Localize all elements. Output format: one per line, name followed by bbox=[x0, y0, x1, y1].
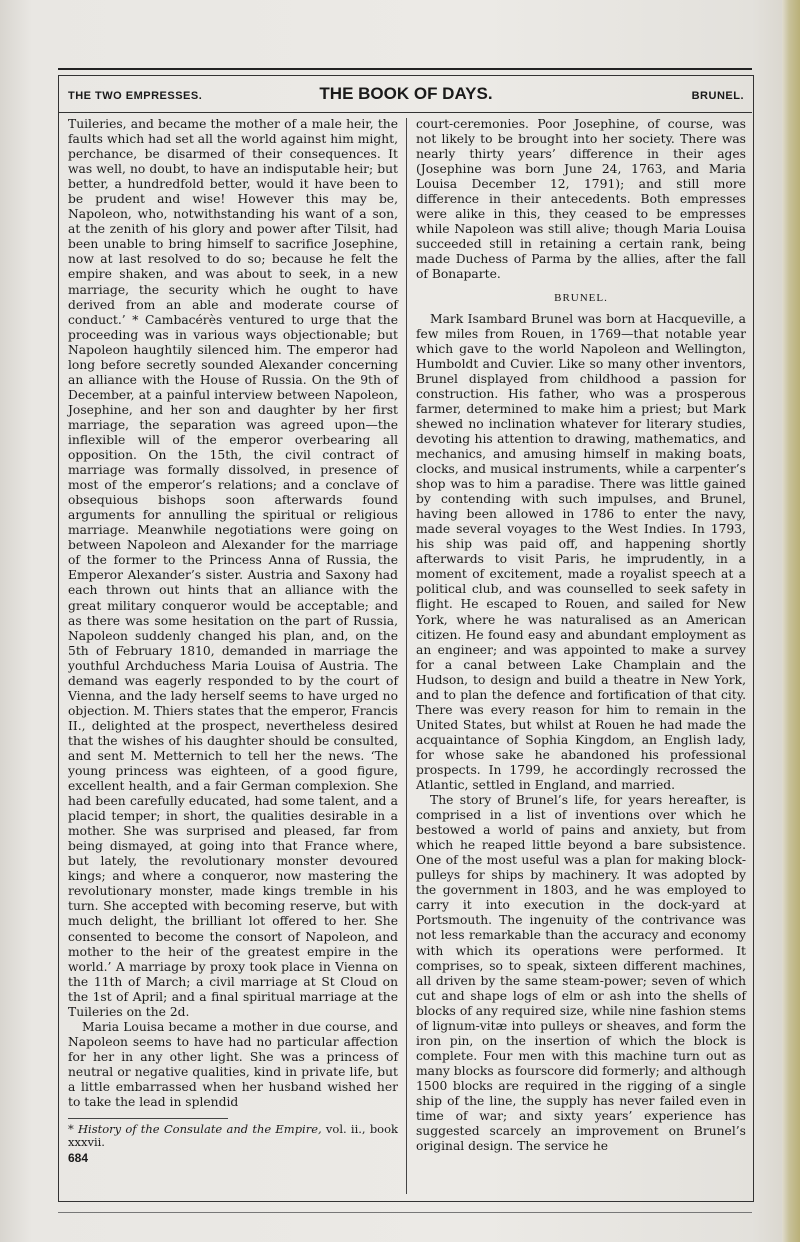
paragraph: Tuileries, and became the mother of a male heir, the faults which had set all the world against him might, perchance, be disarmed of their consequences. It was well, no doubt, to have an indisputable heir; but better, a hundredfold better, would it have been to be prudent and wise! However this may be, Napoleon, who, notwithstanding his want of a son, at the zenith of his glory and power after Tilsit, had been unable to bring himself to sacrifice Josephine, now at last resolved to do so; because he felt the empire shaken, and was about to seek, in a new marriage, the security which he ought to have derived from an able and moderate course of conduct.’ * Cambacérès ventured to urge that the proceeding was in various ways objectionable; but Napoleon haughtily silenced him. The emperor had long before secretly sounded Alexander concerning an alliance with the House of Russia. On the 9th of December, at a painful interview between Napoleon, Josephine, and her son and daughter by her first marriage, the separation was agreed upon—the inflexible will of the emperor overbearing all opposition. On the 15th, the civil contract of marriage was formally dissolved, in presence of most of the emperor’s relations; and a conclave of obsequious bishops soon afterwards found arguments for annulling the spiritual or religious marriage. Meanwhile negotiations were going on between Napoleon and Alexander for the marriage of the former to the Princess Anna of Russia, the Emperor Alexander’s sister. Austria and Saxony had each thrown out hints that an alliance with the great military conqueror would be acceptable; and as there was some hesitation on the part of Russia, Napoleon suddenly changed his plan, and, on the 5th of February 1810, demanded in marriage the youthful Archduchess Maria Louisa of Austria. The demand was eagerly responded to by the court of Vienna, and the lady herself seems to have urged no objection. M. Thiers states that the emperor, Francis II., delighted at the prospect, nevertheless desired that the wishes of his daughter should be consulted, and sent M. Metternich to tell her the news. ‘The young princess was eighteen, of a good figure, excellent health, and a fair German complexion. She had been carefully educated, had some talent, and a placid temper; in short, the qualities desirable in a mother. She was surprised and pleased, far from being dismayed, at going into that France where, but lately, the revolutionary monster devoured kings; and where a conqueror, now mastering the revolutionary monster, made kings tremble in his turn. She accepted with becoming reserve, but with much delight, the brilliant lot offered to her. She consented to become the consort of Napoleon, and mother to the heir of the greatest empire in the world.’ A marriage by proxy took place in Vienna on the 11th of March; a civil marriage at St Cloud on the 1st of April; and a final spiritual marriage at the Tuileries on the 2d. bbox=[68, 117, 398, 1019]
right-column bbox=[416, 117, 746, 1154]
paragraph: Maria Louisa became a mother in due course, and Napoleon seems to have had no particular affection for her in any other light. She was a princess of neutral or negative qualities, kind in private life, but a little embarrassed when her husband wished her to take the lead in splendid bbox=[68, 1019, 398, 1110]
top-rule bbox=[58, 68, 752, 70]
footnote-rest: vol. ii., book xxxvii. bbox=[68, 1122, 398, 1150]
paragraph: court-ceremonies. Poor Josephine, of course, was not likely to be brought into her society. There was nearly thirty years’ difference in their ages (Josephine was born June 24, 1763, and Maria Louisa December 12, 1791); and still more difference in their antecedents. Both empresses were alike in this, they ceased to be empresses while Napoleon was still alive; though Maria Louisa succeeded still in retaining a certain rank, being made Duchess of Parma by the allies, after the fall of Bonaparte. bbox=[416, 117, 746, 282]
header-title: THE BOOK OF DAYS. bbox=[319, 84, 493, 103]
header-right: BRUNEL. bbox=[691, 90, 744, 102]
header-left: THE TWO EMPRESSES. bbox=[68, 90, 203, 102]
column-divider bbox=[406, 118, 407, 1194]
running-header bbox=[68, 86, 744, 108]
footnote bbox=[68, 1123, 398, 1149]
footnote-rule bbox=[68, 1118, 228, 1119]
paragraph: The story of Brunel’s life, for years hereafter, is comprised in a list of inventions over which he bestowed a world of pains and anxiety, but from which he reaped little beyond a bare subsistence. One of the most useful was a plan for making block-pulleys for ships by machinery. It was adopted by the government in 1803, and he was employed to carry it into execution in the dock-yard at Portsmouth. The ingenuity of the contrivance was not less remarkable than the accuracy and economy with which its operations were performed. It comprises, so to speak, sixteen different machines, all driven by the same steam-power; seven of which cut and shape logs of elm or ash into the shells of blocks of any required size, while nine fashion stems of lignum-vitæ into pulleys or sheaves, and form the iron pin, on the insertion of which the block is complete. Four men with this machine turn out as many blocks as fourscore did formerly; and although 1500 blocks are required in the rigging of a single ship of the line, the supply has never failed even in time of war; and sixty years’ experience has suggested scarcely an improvement on Brunel’s original design. The service he bbox=[416, 793, 746, 1154]
paragraph: Mark Isambard Brunel was born at Hacqueville, a few miles from Rouen, in 1769—that notable year which gave to the world Napoleon and Wellington, Humboldt and Cuvier. Like so many other inventors, Brunel displayed from childhood a passion for construction. His father, who was a prosperous farmer, determined to make him a priest; but Mark shewed no inclination whatever for literary studies, devoting his attention to drawing, mathematics, and mechanics, and amusing himself in making boats, clocks, and musical instruments, while a carpenter’s shop was to him a paradise. There was little gained by contending with such impulses, and Brunel, having been allowed in 1786 to enter the navy, made several voyages to the West Indies. In 1793, his ship was paid off, and happening shortly afterwards to visit Paris, he imprudently, in a moment of excitement, made a royalist speech at a political club, and was counselled to seek safety in flight. He escaped to Rouen, and sailed for New York, where he was naturalised as an American citizen. He found easy and abundant employment as an engineer; and was appointed to make a survey for a canal between Lake Champlain and the Hudson, to design and build a theatre in New York, and to plan the defence and fortification of that city. There was every reason for him to remain in the United States, but whilst at Rouen he had made the acquaintance of Sophia Kingdom, an English lady, for whose sake he abandoned his professional prospects. In 1799, he accordingly recrossed the Atlantic, settled in England, and married. bbox=[416, 311, 746, 793]
page-number: 684 bbox=[68, 1151, 89, 1166]
footnote-marker: * bbox=[68, 1122, 78, 1137]
page-edge bbox=[782, 0, 800, 1242]
section-heading: BRUNEL. bbox=[554, 291, 608, 304]
header-rule bbox=[58, 112, 752, 113]
footnote-title: History of the Consulate and the Empire, bbox=[77, 1122, 322, 1137]
bottom-rule bbox=[58, 1212, 752, 1213]
left-column bbox=[68, 117, 398, 1166]
